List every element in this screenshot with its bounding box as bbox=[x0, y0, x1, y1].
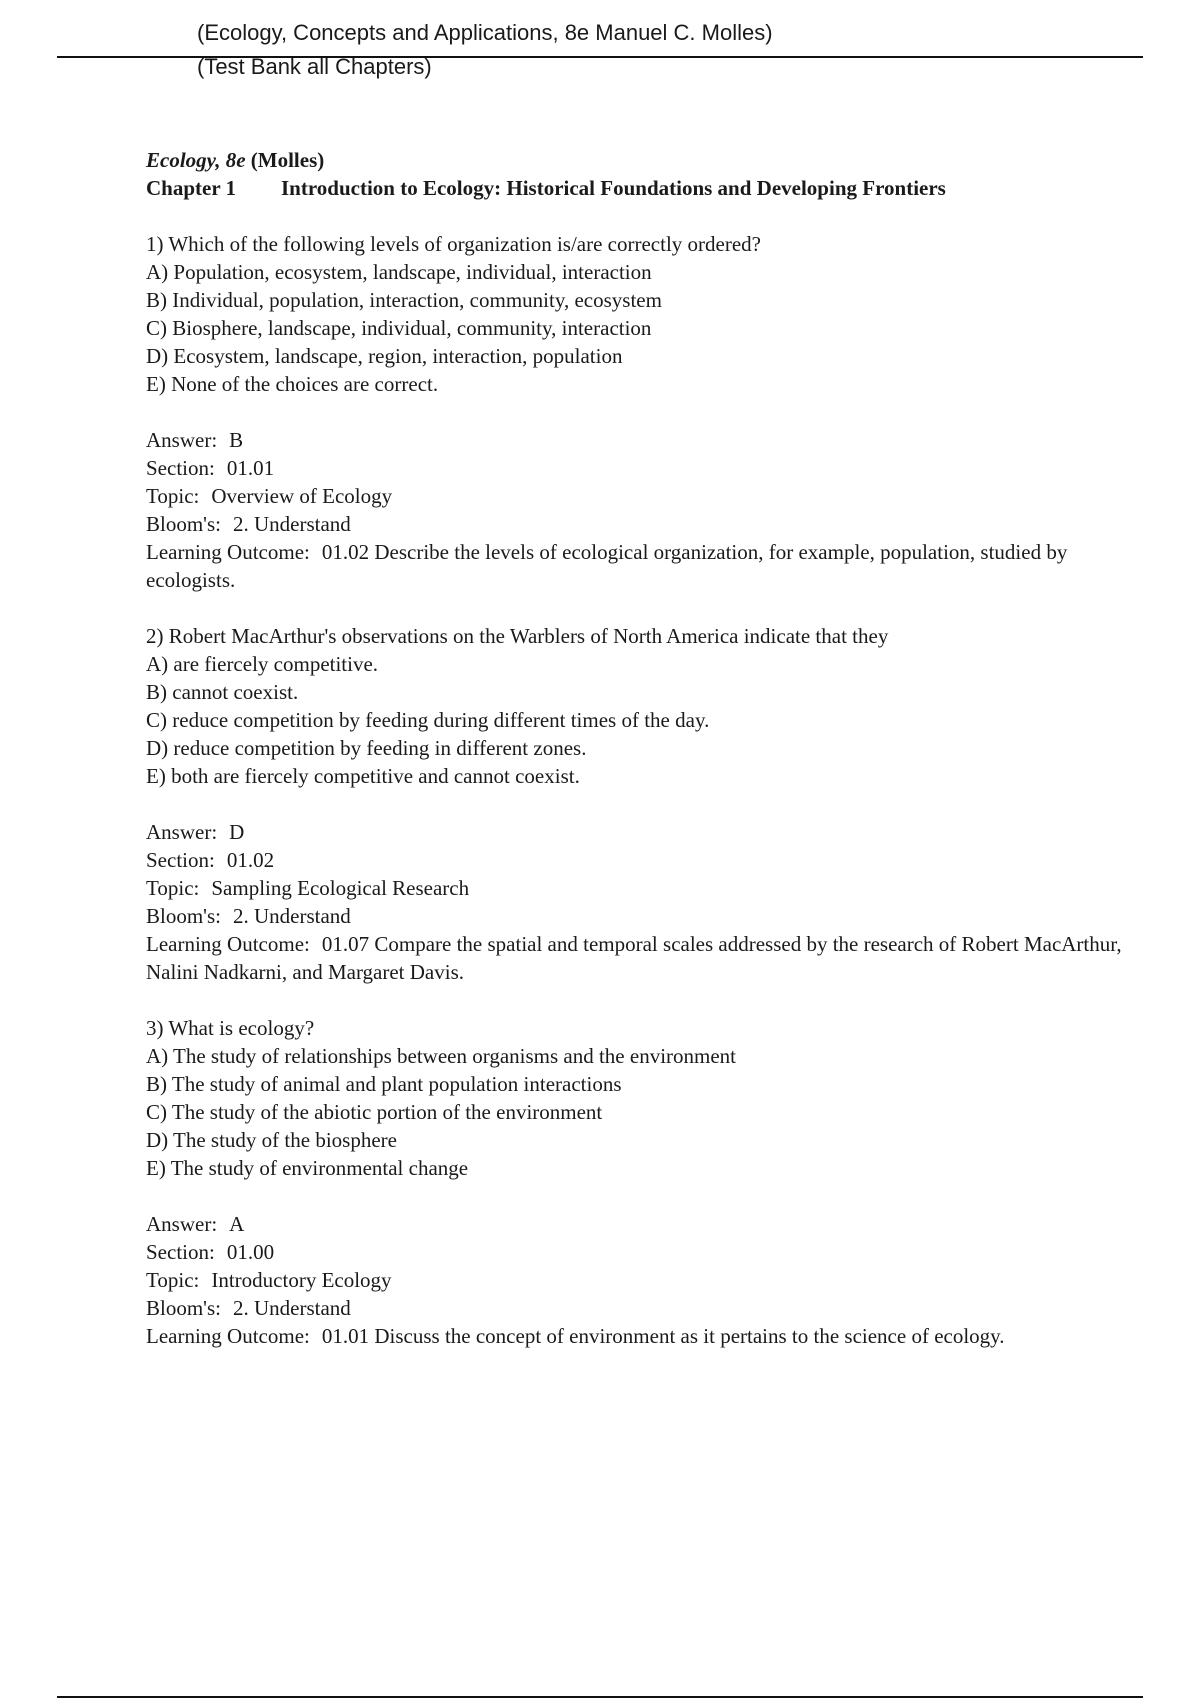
topic-value: Overview of Ecology bbox=[211, 484, 393, 508]
question-stem: 3) What is ecology? bbox=[146, 1016, 315, 1040]
question-2 bbox=[146, 622, 1146, 790]
header-subtitle: (Test Bank all Chapters) bbox=[197, 54, 432, 79]
blooms-value: 2. Understand bbox=[232, 1296, 351, 1320]
option-b: B) Individual, population, interaction, community, ecosystem bbox=[146, 288, 662, 312]
section-value: 01.00 bbox=[226, 1240, 275, 1264]
outcome-label: Learning Outcome: bbox=[146, 1324, 310, 1348]
section-label: Section: bbox=[146, 1240, 215, 1264]
blooms-label: Bloom's: bbox=[146, 904, 221, 928]
page-header bbox=[0, 0, 1200, 80]
chapter-title: Introduction to Ecology: Historical Foundations and Developing Frontiers bbox=[281, 176, 946, 200]
answer-value: A bbox=[229, 1212, 245, 1236]
document-body bbox=[146, 146, 1146, 1350]
topic-label: Topic: bbox=[146, 1268, 200, 1292]
outcome-label: Learning Outcome: bbox=[146, 540, 310, 564]
option-c: C) Biosphere, landscape, individual, community, interaction bbox=[146, 316, 652, 340]
outcome-value: 01.07 Compare the spatial and temporal scales addressed by the research of Robert MacArthur, Nalini Nadkarni, and Margaret Davis. bbox=[146, 932, 1122, 984]
option-b: B) The study of animal and plant population interactions bbox=[146, 1072, 622, 1096]
answer-line bbox=[146, 426, 1146, 454]
option-d: D) The study of the biosphere bbox=[146, 1128, 397, 1152]
section-value: 01.02 bbox=[226, 848, 275, 872]
answer-label: Answer: bbox=[146, 1212, 218, 1236]
outcome-line bbox=[146, 1322, 1146, 1350]
topic-value: Sampling Ecological Research bbox=[211, 876, 470, 900]
book-author: (Molles) bbox=[245, 148, 325, 172]
option-e: E) The study of environmental change bbox=[146, 1156, 469, 1180]
answer-label: Answer: bbox=[146, 820, 218, 844]
section-value: 01.01 bbox=[226, 456, 275, 480]
blooms-line bbox=[146, 902, 1146, 930]
blooms-value: 2. Understand bbox=[232, 904, 351, 928]
option-d: D) reduce competition by feeding in different zones. bbox=[146, 736, 587, 760]
outcome-line bbox=[146, 930, 1146, 986]
section-line bbox=[146, 1238, 1146, 1266]
question-stem: 2) Robert MacArthur's observations on the Warblers of North America indicate that they bbox=[146, 624, 889, 648]
book-title bbox=[146, 146, 1146, 174]
book-title-italic: Ecology, 8e bbox=[146, 148, 246, 172]
footer-divider bbox=[57, 1696, 1143, 1698]
topic-label: Topic: bbox=[146, 484, 200, 508]
answer-line bbox=[146, 1210, 1146, 1238]
header-title: (Ecology, Concepts and Applications, 8e Manuel C. Molles) bbox=[197, 20, 773, 45]
option-a: A) are fiercely competitive. bbox=[146, 652, 379, 676]
answer-line bbox=[146, 818, 1146, 846]
section-label: Section: bbox=[146, 848, 215, 872]
answer-label: Answer: bbox=[146, 428, 218, 452]
option-a: A) Population, ecosystem, landscape, individual, interaction bbox=[146, 260, 652, 284]
blooms-line bbox=[146, 510, 1146, 538]
answer-value: B bbox=[229, 428, 244, 452]
option-c: C) reduce competition by feeding during different times of the day. bbox=[146, 708, 710, 732]
blooms-value: 2. Understand bbox=[232, 512, 351, 536]
topic-line bbox=[146, 1266, 1146, 1294]
chapter-heading bbox=[146, 174, 1146, 202]
chapter-label: Chapter 1 bbox=[146, 176, 237, 200]
topic-line bbox=[146, 482, 1146, 510]
option-b: B) cannot coexist. bbox=[146, 680, 299, 704]
blooms-label: Bloom's: bbox=[146, 1296, 221, 1320]
section-label: Section: bbox=[146, 456, 215, 480]
option-e: E) None of the choices are correct. bbox=[146, 372, 439, 396]
answer-block-1 bbox=[146, 426, 1146, 594]
section-line bbox=[146, 846, 1146, 874]
answer-value: D bbox=[229, 820, 245, 844]
topic-line bbox=[146, 874, 1146, 902]
outcome-value: 01.02 Describe the levels of ecological organization, for example, population, studied by ecologists. bbox=[146, 540, 1068, 592]
topic-label: Topic: bbox=[146, 876, 200, 900]
outcome-line bbox=[146, 538, 1146, 594]
option-d: D) Ecosystem, landscape, region, interaction, population bbox=[146, 344, 623, 368]
outcome-label: Learning Outcome: bbox=[146, 932, 310, 956]
topic-value: Introductory Ecology bbox=[211, 1268, 392, 1292]
question-1 bbox=[146, 230, 1146, 398]
option-a: A) The study of relationships between organisms and the environment bbox=[146, 1044, 737, 1068]
option-c: C) The study of the abiotic portion of the environment bbox=[146, 1100, 603, 1124]
section-line bbox=[146, 454, 1146, 482]
option-e: E) both are fiercely competitive and cannot coexist. bbox=[146, 764, 580, 788]
blooms-line bbox=[146, 1294, 1146, 1322]
answer-block-2 bbox=[146, 818, 1146, 986]
blooms-label: Bloom's: bbox=[146, 512, 221, 536]
outcome-value: 01.01 Discuss the concept of environment as it pertains to the science of ecology. bbox=[321, 1324, 1005, 1348]
question-stem: 1) Which of the following levels of organization is/are correctly ordered? bbox=[146, 232, 761, 256]
question-3 bbox=[146, 1014, 1146, 1182]
answer-block-3 bbox=[146, 1210, 1146, 1350]
